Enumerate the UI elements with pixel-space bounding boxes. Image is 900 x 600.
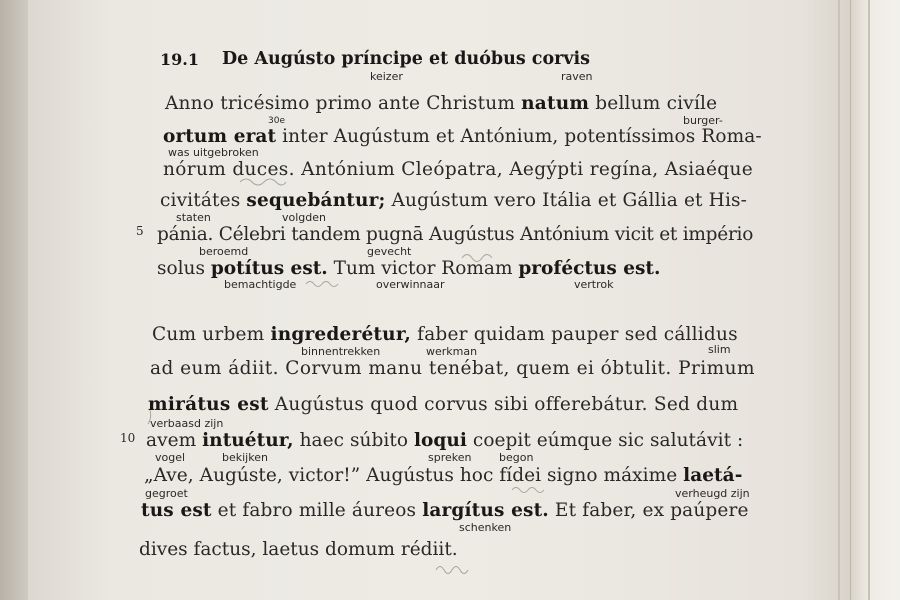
gloss: schenken (459, 521, 512, 534)
text-run: Augústus quod corvus sibi offerebátur. Sed dum (268, 394, 739, 415)
gloss: spreken (428, 451, 472, 464)
gloss: overwinnaar (376, 278, 445, 291)
bold-vocab-word: tus est (141, 500, 212, 521)
gloss: vertrok (574, 278, 614, 291)
text-run: avem (146, 430, 203, 451)
gloss: burger- (683, 114, 723, 127)
text-run: „Ave, Augúste, victor!” Augústus hoc fídei signo máxime (144, 465, 684, 486)
text-run: bellum civíle (589, 93, 718, 114)
gloss: vogel (155, 451, 186, 464)
section-title: De Augústo príncipe et duóbus corvis (222, 49, 591, 69)
bold-vocab-word: loqui (413, 430, 467, 451)
gloss: verbaasd zijn (150, 417, 224, 430)
pencil-scribble (306, 282, 338, 287)
line-number: 5 (136, 224, 144, 238)
pencil-scribble (240, 179, 286, 185)
gloss: raven (561, 70, 593, 83)
bold-vocab-word: sequebántur; (246, 190, 386, 211)
bold-vocab-word: mirátus est (148, 394, 269, 415)
gloss: volgden (282, 211, 326, 224)
bold-vocab-word: laetá- (683, 465, 743, 486)
gloss: werkman (426, 345, 478, 358)
pencil-scribble (462, 255, 492, 262)
gloss: gegroet (145, 487, 188, 500)
gloss: keizer (370, 70, 403, 83)
bold-vocab-word: intuétur, (202, 430, 294, 451)
text-run: Cum urbem (152, 324, 271, 345)
pencil-scribble (512, 488, 544, 493)
gloss: verheugd zijn (675, 487, 750, 500)
text-run: inter Augústum et Antónium, potentíssimos Roma- (276, 126, 762, 147)
text-run: Tum victor Romam (327, 258, 519, 279)
text-run: et fabro mille áureos (211, 500, 423, 521)
bold-vocab-word: potítus est. (210, 258, 328, 279)
bold-vocab-word: largítus est. (422, 500, 549, 521)
gloss: bekijken (222, 451, 268, 464)
text-run: ad eum ádiit. Corvum manu tenébat, quem ei óbtulit. Primum (150, 358, 756, 379)
gloss: begon (499, 451, 534, 464)
text-run: Augústum vero Itália et Gállia et His- (385, 190, 748, 211)
text-run: Anno tricésimo primo ante Christum (165, 93, 522, 114)
gloss: 30e (268, 116, 285, 126)
gloss: bemachtigde (224, 278, 297, 291)
section-number: 19.1 (160, 50, 199, 69)
text-run: coepit eúmque sic salutávit : (466, 430, 744, 451)
text-run: pánia. Célebri tandem pugnā Augústus Antónium vicit et império (157, 224, 754, 245)
bold-vocab-word: proféctus est. (518, 258, 661, 279)
bold-vocab-word: natum (521, 93, 590, 114)
text-run: haec súbito (293, 430, 414, 451)
text-run: Et faber, ex paúpere (548, 500, 749, 521)
bold-vocab-word: ortum erat (163, 126, 277, 147)
gloss: slim (708, 343, 731, 356)
gloss: gevecht (367, 245, 412, 258)
text-run: civitátes (160, 190, 247, 211)
text-run: solus (157, 258, 211, 279)
text-run: nórum duces. Antónium Cleópatra, Aegýpti regína, Asiaéque (163, 159, 754, 180)
pencil-scribble (436, 567, 468, 574)
gloss: binnentrekken (301, 345, 381, 358)
line-number: 10 (120, 431, 136, 445)
bold-vocab-word: ingrederétur, (270, 324, 412, 345)
pencil-scribble (148, 410, 151, 424)
gloss: beroemd (199, 245, 249, 258)
text-run: faber quidam pauper sed cállidus (411, 324, 738, 345)
gloss: was uitgebroken (168, 146, 259, 159)
text-run: dives factus, laetus domum rédiit. (139, 539, 458, 560)
gloss: staten (176, 211, 211, 224)
